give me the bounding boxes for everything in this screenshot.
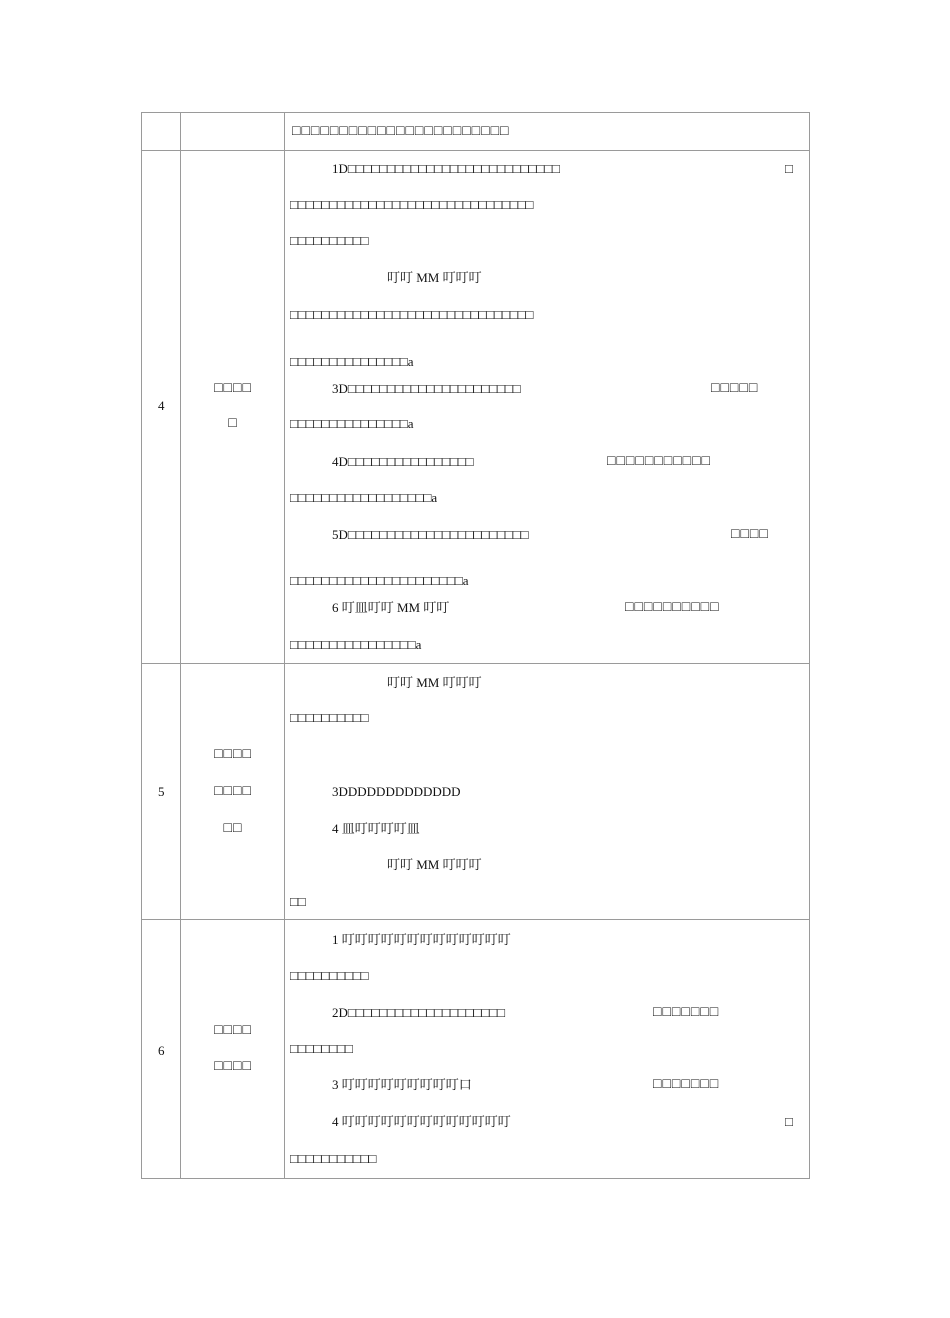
table-border-top [141, 112, 810, 113]
content-line: □□□□□□□□□□□□□□□□□□a [290, 490, 438, 505]
content-line: □□□□□□□□□□□□□□□a [290, 354, 414, 369]
content-line: 叮叮 MM 叮叮叮 [387, 857, 482, 872]
row-divider [141, 663, 810, 664]
table-border-bottom [141, 1178, 810, 1179]
column-divider [180, 112, 181, 1179]
row-category: □□□□ [214, 381, 252, 396]
row-category: □□□□ [214, 1023, 252, 1038]
content-line: 6 叮皿叮叮 MM 叮叮 [332, 600, 450, 615]
content-line: 1D□□□□□□□□□□□□□□□□□□□□□□□□□□□ [332, 161, 560, 176]
row-category: □□□□ [214, 747, 252, 762]
header-row-content: □□□□□□□□□□□□□□□□□□□□□□□ [292, 124, 510, 139]
content-line: □□□□□□□□□□□□□□□□□□□□□□□□□□□□□□□ [290, 197, 534, 212]
content-line: □□□□□□□□□□□ [290, 1151, 377, 1166]
content-line-right: □ [785, 1114, 793, 1129]
row-number: 5 [158, 784, 165, 799]
row-divider [141, 919, 810, 920]
content-line: □□ [290, 894, 306, 909]
content-line: 叮叮 MM 叮叮叮 [387, 270, 482, 285]
content-line: □□□□□□□□□□ [290, 710, 369, 725]
column-divider [284, 112, 285, 1179]
content-line-right: □□□□□□□□□□□ [607, 454, 712, 469]
content-line: □□□□□□□□□□□□□□□□a [290, 637, 422, 652]
content-line: 叮叮 MM 叮叮叮 [387, 675, 482, 690]
content-line-right: □□□□□□□ [653, 1077, 720, 1092]
row-category: □□□□ [214, 784, 252, 799]
content-line-right: □□□□□□□ [653, 1005, 720, 1020]
content-line: □□□□□□□□□□□□□□□a [290, 416, 414, 431]
content-line: 4D□□□□□□□□□□□□□□□□ [332, 454, 474, 469]
content-line: 5D□□□□□□□□□□□□□□□□□□□□□□□ [332, 527, 529, 542]
content-line-right: □□□□□□□□□□ [625, 600, 720, 615]
content-line: 4 皿叮叮叮叮皿 [332, 821, 420, 836]
content-line: 2D□□□□□□□□□□□□□□□□□□□□ [332, 1005, 505, 1020]
content-line-right: □□□□ [731, 527, 769, 542]
document-table [141, 112, 810, 1179]
content-line: □□□□□□□□ [290, 1041, 353, 1056]
content-line: □□□□□□□□□□□□□□□□□□□□□□a [290, 573, 469, 588]
content-line: 1 叮叮叮叮叮叮叮叮叮叮叮叮叮 [332, 932, 511, 947]
content-line-right: □□□□□ [711, 381, 759, 396]
content-line: □□□□□□□□□□ [290, 233, 369, 248]
table-border-right [809, 112, 810, 1179]
row-category: □□□□ [214, 1059, 252, 1074]
content-line-right: □ [785, 161, 793, 176]
row-divider [141, 150, 810, 151]
content-line: □□□□□□□□□□□□□□□□□□□□□□□□□□□□□□□ [290, 307, 534, 322]
row-number: 4 [158, 398, 165, 413]
row-category: □ [228, 416, 238, 431]
table-border-left [141, 112, 142, 1179]
content-line: 3D□□□□□□□□□□□□□□□□□□□□□□ [332, 381, 521, 396]
row-number: 6 [158, 1043, 165, 1058]
content-line: 4 叮叮叮叮叮叮叮叮叮叮叮叮叮 [332, 1114, 511, 1129]
content-line: □□□□□□□□□□ [290, 968, 369, 983]
content-line: 3DDDDDDDDDDDDD [332, 784, 461, 799]
content-line: 3 叮叮叮叮叮叮叮叮叮口 [332, 1077, 472, 1092]
row-category: □□ [223, 821, 243, 836]
